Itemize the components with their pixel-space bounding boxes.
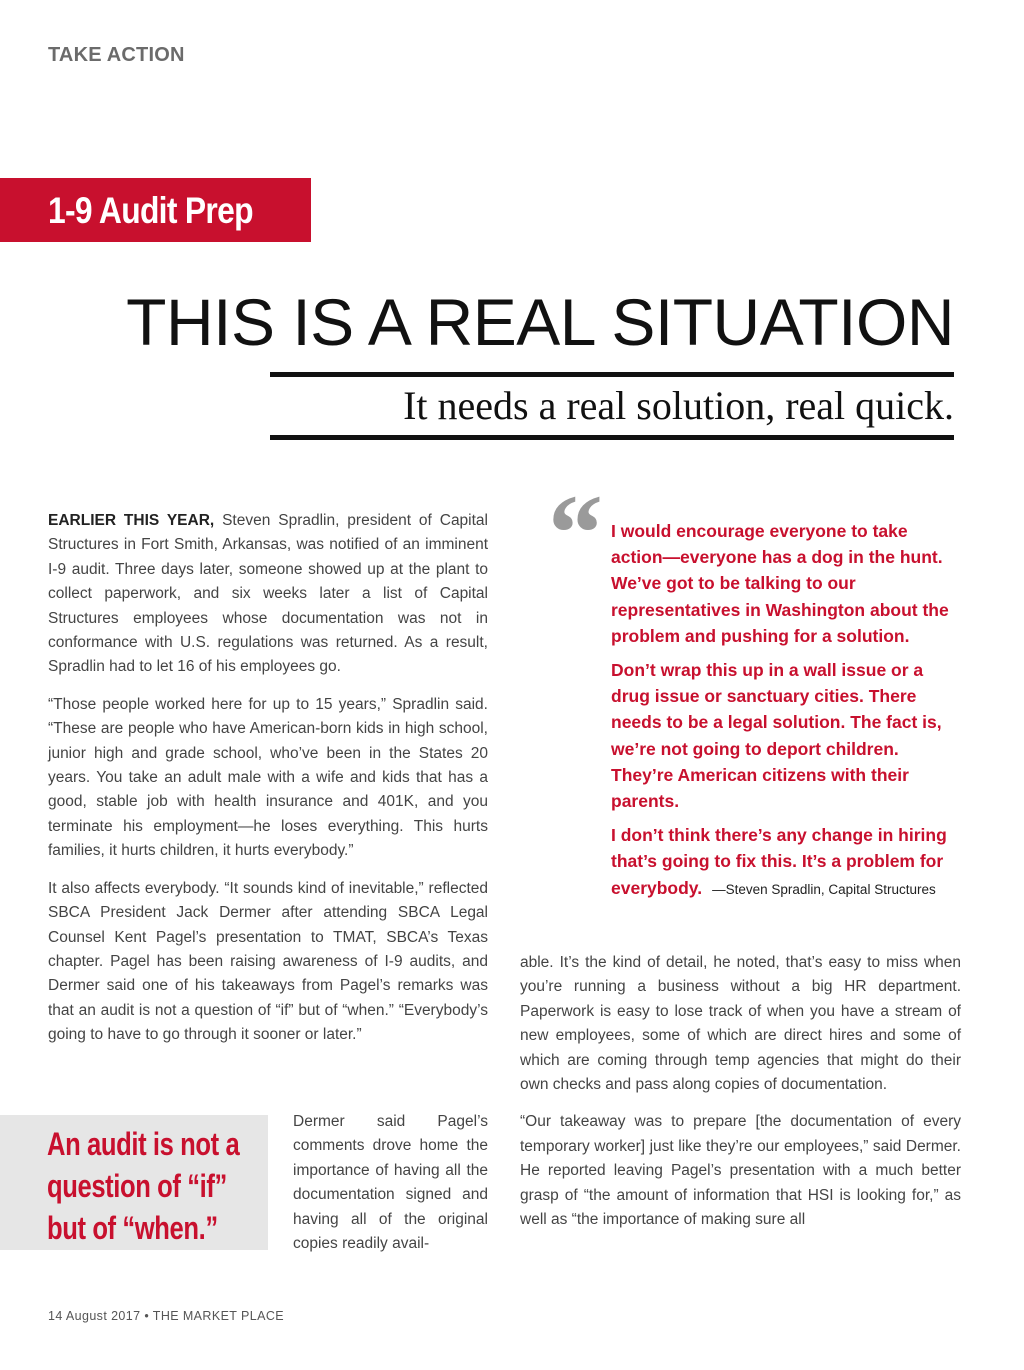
category-tab-label: 1-9 Audit Prep — [48, 190, 253, 231]
callout-box — [0, 1115, 268, 1250]
subhead-top-rule — [270, 372, 954, 377]
pull-quote-block — [611, 518, 961, 911]
page-footer: 14 August 2017 • THE MARKET PLACE — [48, 1309, 284, 1323]
headline: THIS IS A REAL SITUATION — [126, 285, 954, 359]
section-label: TAKE ACTION — [48, 44, 185, 66]
category-tab — [0, 178, 311, 242]
quote-paragraph: Don’t wrap this up in a wall issue or a drug issue or sanctuary cities. There needs to be a legal solution. The fact is, we’re not going to deport children. They’re American citizens with their parents. — [611, 660, 942, 812]
body-column-middle — [293, 1110, 488, 1269]
body-paragraph: “Our takeaway was to prepare [the documentation of every temporary worker] just like they’re our employees,” said Dermer. He reported leaving Pagel’s presentation with a much better grasp of “the amount of information that HSI is looking for,” as well as “the importance of making sure all — [520, 1113, 961, 1229]
lead-in: EARLIER THIS YEAR, — [48, 512, 215, 529]
body-column-left — [48, 509, 488, 1061]
quote-paragraph — [611, 822, 961, 903]
body-paragraph: able. It’s the kind of detail, he noted, that’s easy to miss when you’re running a business without a big HR department. Paperwork is easy to lose track of when you have a stream of new employees, some of which are direct hires and some of which are coming through temp agencies that might do their own checks and pass along copies of documentation. — [520, 954, 961, 1094]
quote-text: I don’t think there’s any change in hiring that’s going to fix this. It’s a problem for everybody. — [611, 825, 947, 898]
body-paragraph — [48, 509, 488, 680]
body-paragraph: Dermer said Pagel’s comments drove home the importance of having all the documentation signed and having all of the original copies readily avail- — [293, 1113, 488, 1253]
subhead: It needs a real solution, real quick. — [403, 383, 954, 428]
quote-mark-icon: “ — [548, 472, 603, 594]
body-text: Steven Spradlin, president of Capital Structures in Fort Smith, Arkansas, was notified of an imminent I-9 audit. Three days later, someone showed up at the plant to collect paperwork, and six weeks later a list of Capital Structures employees whose documentation was not in conformance with U.S. regulations was returned. As a result, Spradlin had to let 16 of his employees go. — [48, 512, 488, 676]
body-paragraph: “Those people worked here for up to 15 years,” Spradlin said. “These are people who have American-born kids in high school, junior high and grade school, who’ve been in the States 20 years. You take an adult male with a wife and kids that has a good, stable job with health insurance and 401K, and you terminate his employment—he loses everything. This hurts families, it hurts children, it hurts everybody.” — [48, 695, 488, 860]
body-paragraph: It also affects everybody. “It sounds kind of inevitable,” reflected SBCA President Jack Dermer after attending SBCA Legal Counsel Kent Pagel’s presentation to TMAT, SBCA’s Texas chapter. Pagel has been raising awareness of I-9 audits, and Dermer said one of his takeaways from Pagel’s remarks was that an audit is not a question of “if” but of “when.” “Everybody’s going to have to go through it sooner or later.” — [48, 879, 488, 1044]
quote-attribution: —Steven Spradlin, Capital Structures — [712, 881, 936, 897]
subhead-bottom-rule — [270, 435, 954, 440]
body-column-right — [520, 951, 961, 1245]
quote-paragraph: I would encourage everyone to take action—everyone has a dog in the hunt. We’ve got to be talking to our representatives in Washington about the problem and pushing for a solution. — [611, 521, 949, 646]
callout-text: An audit is not a question of “if” but of “when.” — [47, 1126, 240, 1246]
